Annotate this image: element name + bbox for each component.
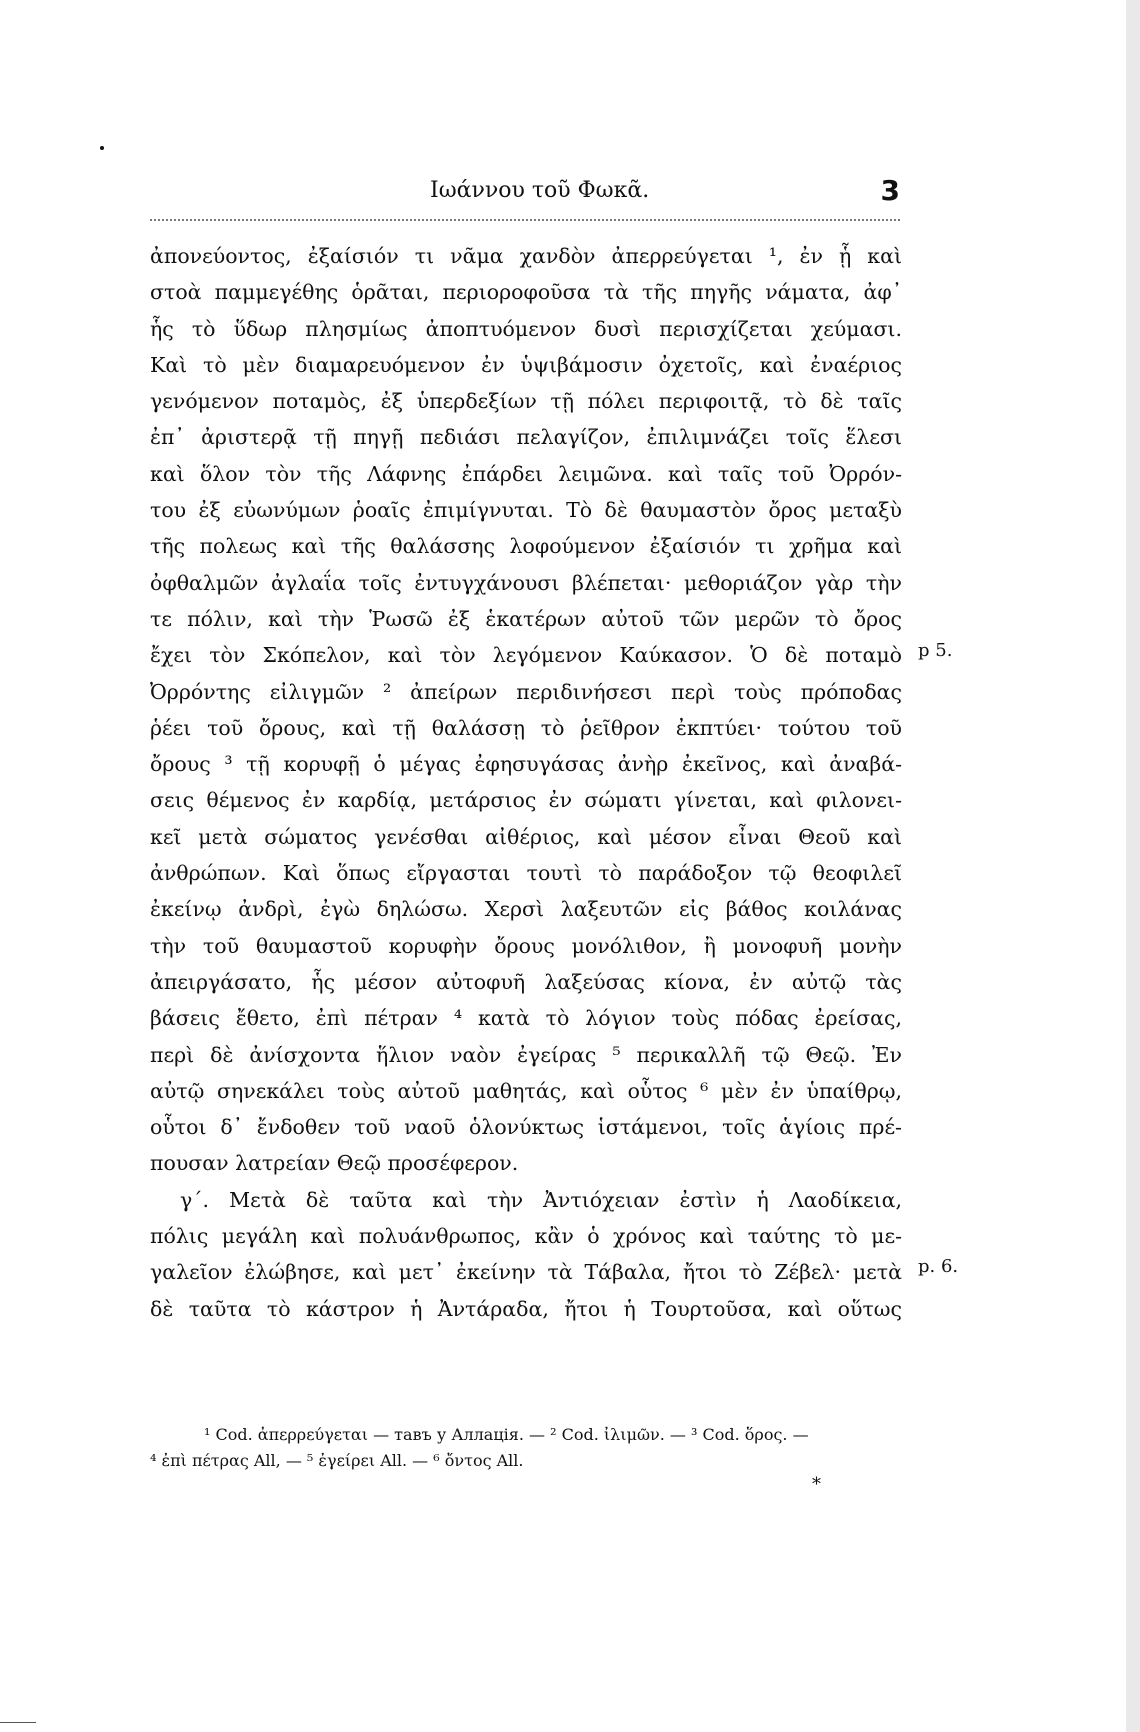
text-line: βάσεις ἔθετο, ἐπὶ πέτραν ⁴ κατὰ τὸ λόγιον τοὺς πόδας ἐρείσας, <box>150 1006 902 1031</box>
text-line: ἧς τὸ ὕδωρ πλησμίως ἀποπτυόμενον δυσὶ περισχίζεται χεύμασι. <box>150 316 902 341</box>
text-line: καὶ ὅλον τὸν τῆς Λάφνης ἐπάρδει λειμῶνα. καὶ ταῖς τοῦ Ὀρρόν- <box>150 461 902 486</box>
footnote-marker: * <box>812 1474 821 1495</box>
page-edge-shadow <box>1126 0 1140 1732</box>
page-header <box>150 174 900 218</box>
margin-page-ref: p. 6. <box>918 1256 959 1277</box>
bottom-rule <box>0 1722 36 1723</box>
text-line: ἐπ᾽ ἀριστερᾷ τῇ πηγῇ πεδιάσι πελαγίζον, ἐπιλιμνάζει τοῖς ἕλεσι <box>150 425 902 450</box>
text-line: Καὶ τὸ μὲν διαμαρευόμενον ἐν ὑψιβάμοσιν ὀχετοῖς, καὶ ἐναέριος <box>150 352 902 377</box>
text-line: γαλεῖον ἐλώβησε, καὶ μετ᾽ ἐκείνην τὰ Τάβαλα, ἤτοι τὸ Ζέβελ· μετὰ <box>150 1260 902 1285</box>
text-line: στοὰ παμμεγέθης ὁρᾶται, περιοροφοῦσα τὰ τῆς πηγῆς νάματα, ἀφ᾽ <box>150 280 902 305</box>
text-line: του ἐξ εὐωνύμων ῥοαῖς ἐπιμίγνυται. Τὸ δὲ θαυμαστὸν ὄρος μεταξὺ <box>150 498 902 523</box>
text-line: Ὀρρόντης εἰλιγμῶν ² ἀπείρων περιδινήσεσι περὶ τοὺς πρόποδας <box>150 679 902 704</box>
header-rule <box>150 219 900 221</box>
text-line: αὐτῷ σηνεκάλει τοὺς αὐτοῦ μαθητάς, καὶ οὗτος ⁶ μὲν ἐν ὑπαίθρῳ, <box>150 1078 902 1103</box>
text-line: ῥέει τοῦ ὄρους, καὶ τῇ θαλάσσῃ τὸ ῥεῖθρον ἐκπτύει· τούτου τοῦ <box>150 715 902 740</box>
text-line: δὲ ταῦτα τὸ κάστρον ἡ Ἀντάραδα, ἤτοι ἡ Τουρτοῦσα, καὶ οὕτως <box>150 1296 902 1321</box>
running-title: Ιωάννου τοῦ Φωκᾶ. <box>430 178 650 203</box>
text-line: κεῖ μετὰ σώματος γενέσθαι αἰθέριος, καὶ μέσον εἶναι Θεοῦ καὶ <box>150 824 902 849</box>
text-line: τὴν τοῦ θαυμαστοῦ κορυφὴν ὄρους μονόλιθον, ἢ μονοφυῆ μονὴν <box>150 933 902 958</box>
footnotes <box>150 1422 910 1474</box>
text-line: πουσαν λατρείαν Θεῷ προσέφερον. <box>150 1151 519 1176</box>
margin-page-ref: p 5. <box>918 640 953 661</box>
text-line: ἀνθρώπων. Καὶ ὅπως εἴργασται τουτὶ τὸ παράδοξον τῷ θεοφιλεῖ <box>150 861 902 886</box>
text-line: ἔχει τὸν Σκόπελον, καὶ τὸν λεγόμενον Καύκασον. Ὁ δὲ ποταμὸ <box>150 643 902 668</box>
footnote-line: ¹ Cod. ἀπερρεύγεται — тавъ у Аллація. — ² Cod. ἰλιμῶν. — ³ Cod. ὅρος. — <box>204 1425 809 1444</box>
body-text <box>150 238 902 1327</box>
text-line: περὶ δὲ ἀνίσχοντα ἥλιον ναὸν ἐγείρας ⁵ περικαλλῆ τῷ Θεῷ. Ἐν <box>150 1042 902 1067</box>
footnote-line: ⁴ ἐπὶ πέτρας All, — ⁵ ἐγείρει All. — ⁶ ὄντος All. <box>150 1451 524 1470</box>
text-line: ἐκείνῳ ἀνδρὶ, ἐγὼ δηλώσω. Χερσὶ λαξευτῶν εἰς βάθος κοιλάνας <box>150 897 902 922</box>
text-line: τῆς πολεως καὶ τῆς θαλάσσης λοφούμενον ἐξαίσιόν τι χρῆμα καὶ <box>150 534 902 559</box>
print-speck <box>100 146 104 150</box>
text-line: πόλις μεγάλη καὶ πολυάνθρωπος, κἂν ὁ χρόνος καὶ ταύτης τὸ με- <box>150 1224 902 1249</box>
text-line: ὀφθαλμῶν ἀγλαΐα τοῖς ἐντυγχάνουσι βλέπεται· μεθοριάζον γὰρ τὴν <box>150 570 902 595</box>
text-line: τε πόλιν, καὶ τὴν Ῥωσῶ ἐξ ἑκατέρων αὐτοῦ τῶν μερῶν τὸ ὄρος <box>150 606 902 631</box>
text-line: ὄρους ³ τῇ κορυφῇ ὁ μέγας ἐφησυγάσας ἀνὴρ ἐκεῖνος, καὶ ἀναβά- <box>150 752 902 777</box>
text-line: ἀπονεύοντος, ἐξαίσιόν τι νᾶμα χανδὸν ἀπερρεύγεται ¹, ἐν ᾗ καὶ <box>150 244 902 268</box>
text-line: γενόμενον ποταμὸς, ἐξ ὑπερδεξίων τῇ πόλει περιφοιτᾷ, τὸ δὲ ταῖς <box>150 389 902 414</box>
text-line: οὗτοι δ᾽ ἔνδοθεν τοῦ ναοῦ ὁλονύκτως ἱστάμενοι, τοῖς ἁγίοις πρέ- <box>150 1115 902 1140</box>
text-line: σεις θέμενος ἐν καρδίᾳ, μετάρσιος ἐν σώματι γίνεται, καὶ φιλονει- <box>150 788 902 813</box>
page-number: 3 <box>880 174 900 207</box>
text-line: ἀπειργάσατο, ἧς μέσον αὐτοφυῆ λαξεύσας κίονα, ἐν αὐτῷ τὰς <box>150 969 902 994</box>
text-line: γ΄. Μετὰ δὲ ταῦτα καὶ τὴν Ἀντιόχειαν ἐστὶν ἡ Λαοδίκεια, <box>180 1187 902 1212</box>
